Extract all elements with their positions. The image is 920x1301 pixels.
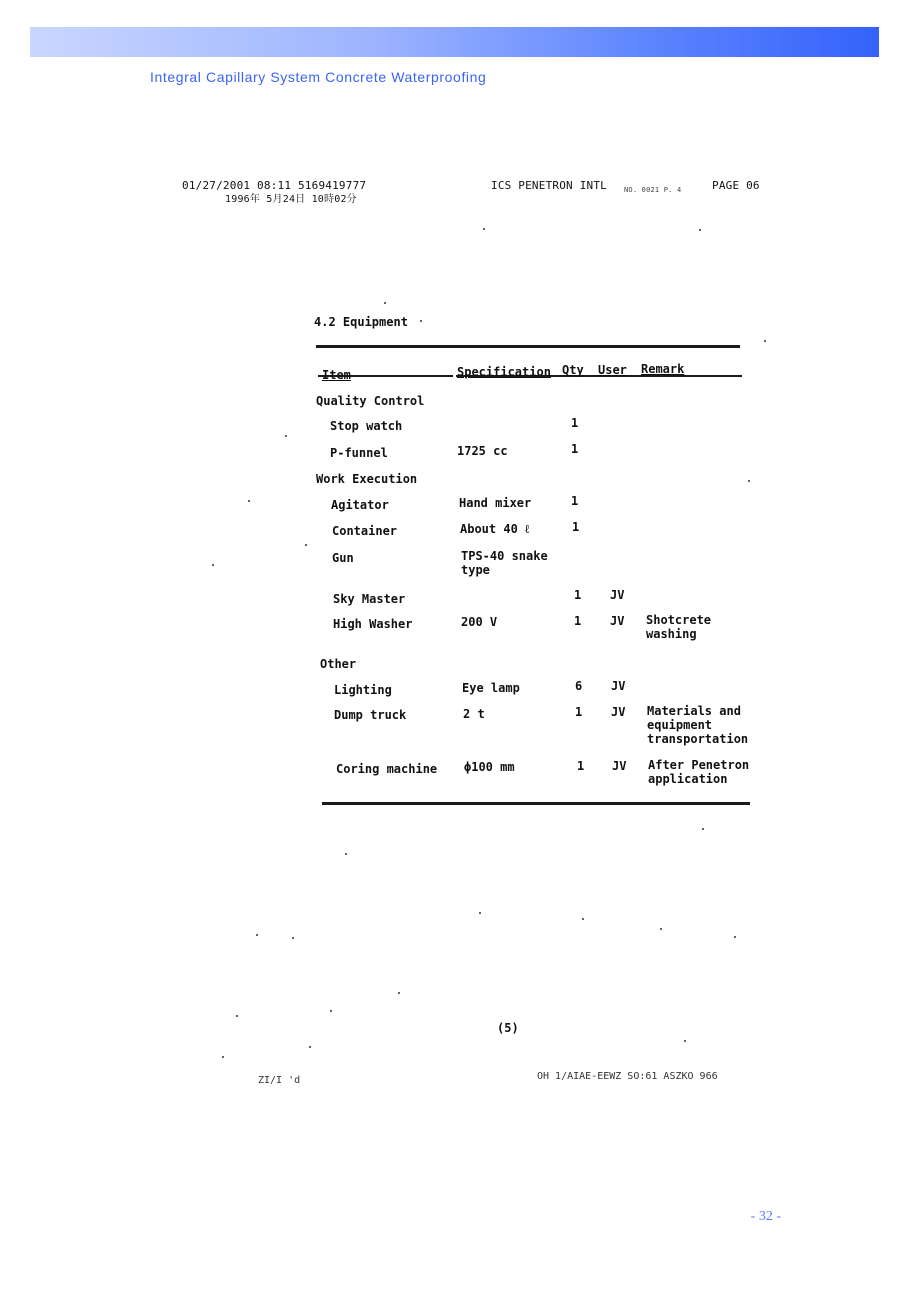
fax-number: NO. 0021 P. 4: [624, 186, 682, 194]
row-spec: 200 V: [461, 615, 498, 629]
row-remark: equipment: [647, 718, 713, 732]
scan-speck: [330, 1010, 332, 1012]
scan-footer-left: ZI/I 'd: [258, 1075, 301, 1086]
scan-speck: [748, 480, 750, 482]
scan-speck: [285, 435, 287, 437]
document-title: Integral Capillary System Concrete Waterproofing: [150, 69, 487, 85]
row-qty: 1: [577, 759, 585, 773]
row-user: JV: [612, 759, 627, 773]
scan-speck: [660, 928, 662, 930]
row-remark: After Penetron: [648, 758, 750, 772]
row-qty: 1: [574, 614, 582, 628]
row-qty: 1: [575, 705, 583, 719]
row-item: Container: [332, 524, 398, 538]
scan-speck: [398, 992, 400, 994]
row-spec: Eye lamp: [462, 681, 520, 695]
row-qty: 1: [571, 416, 579, 430]
group-label: Work Execution: [316, 472, 418, 486]
row-qty: 1: [571, 494, 579, 508]
fax-company: ICS PENETRON INTL: [491, 179, 607, 192]
scan-speck: [248, 500, 250, 502]
scan-speck: [764, 340, 766, 342]
row-user: JV: [610, 588, 625, 602]
row-item: Stop watch: [330, 419, 403, 433]
row-item: Gun: [332, 551, 354, 565]
scan-speck: [305, 544, 307, 546]
col-header-user: User: [598, 363, 627, 377]
scan-speck: [212, 564, 214, 566]
scan-speck: [384, 302, 386, 304]
row-qty: 1: [571, 442, 579, 456]
scan-speck: [483, 228, 485, 230]
scan-footer-right: OH 1/AIAE-EEWZ SO:61 ASZKO 966: [537, 1071, 718, 1082]
scanned-fax-page: [150, 170, 780, 1100]
col-header-remark: Remark: [641, 362, 685, 376]
scan-speck: [420, 320, 422, 322]
fax-date-time: 01/27/2001 08:11 5169419777: [182, 179, 367, 192]
table-top-rule: [316, 345, 740, 348]
col-header-qty: Qty: [562, 363, 584, 377]
row-item: High Washer: [333, 617, 413, 631]
row-spec: 1725 cc: [457, 444, 508, 458]
scan-speck: [684, 1040, 686, 1042]
scan-speck: [699, 229, 701, 231]
scan-speck: [582, 918, 584, 920]
row-user: JV: [611, 679, 626, 693]
header-banner: [30, 27, 879, 57]
row-spec: 2 t: [463, 707, 485, 721]
row-item: Coring machine: [336, 762, 438, 776]
row-item: Dump truck: [334, 708, 407, 722]
row-spec: ϕ100 mm: [464, 760, 515, 774]
row-item: Agitator: [331, 498, 389, 512]
row-spec: TPS-40 snake: [461, 549, 548, 563]
row-spec: Hand mixer: [459, 496, 532, 510]
group-label: Quality Control: [316, 394, 425, 408]
scan-speck: [702, 828, 704, 830]
row-item: Lighting: [334, 683, 392, 697]
section-heading: 4.2 Equipment: [314, 315, 408, 329]
page-number: - 32 -: [750, 1209, 781, 1224]
scan-page-marker: (5): [497, 1021, 519, 1035]
col-header-item: Item: [322, 368, 351, 382]
row-spec: About 40 ℓ: [460, 522, 530, 536]
row-remark: application: [648, 772, 728, 786]
row-item: P-funnel: [330, 446, 388, 460]
row-remark: Materials and: [647, 704, 741, 718]
fax-sub-timestamp: 1996年 5月24日 10時02分: [225, 194, 357, 205]
scan-speck: [292, 937, 294, 939]
row-user: JV: [610, 614, 625, 628]
scan-speck: [222, 1056, 224, 1058]
row-remark: Shotcrete: [646, 613, 712, 627]
scan-speck: [236, 1015, 238, 1017]
scan-speck: [309, 1046, 311, 1048]
row-remark: washing: [646, 627, 697, 641]
scan-speck: [734, 936, 736, 938]
col-header-specification: Specification: [457, 365, 551, 379]
scan-speck: [479, 912, 481, 914]
fax-page: PAGE 06: [712, 179, 760, 192]
row-qty: 6: [575, 679, 583, 693]
scan-speck: [345, 853, 347, 855]
group-label: Other: [320, 657, 357, 671]
row-spec: type: [461, 563, 490, 577]
table-bottom-rule: [322, 802, 750, 805]
row-remark: transportation: [647, 732, 749, 746]
row-item: Sky Master: [333, 592, 406, 606]
row-qty: 1: [574, 588, 582, 602]
scan-speck: [256, 934, 258, 936]
row-user: JV: [611, 705, 626, 719]
row-qty: 1: [572, 520, 580, 534]
